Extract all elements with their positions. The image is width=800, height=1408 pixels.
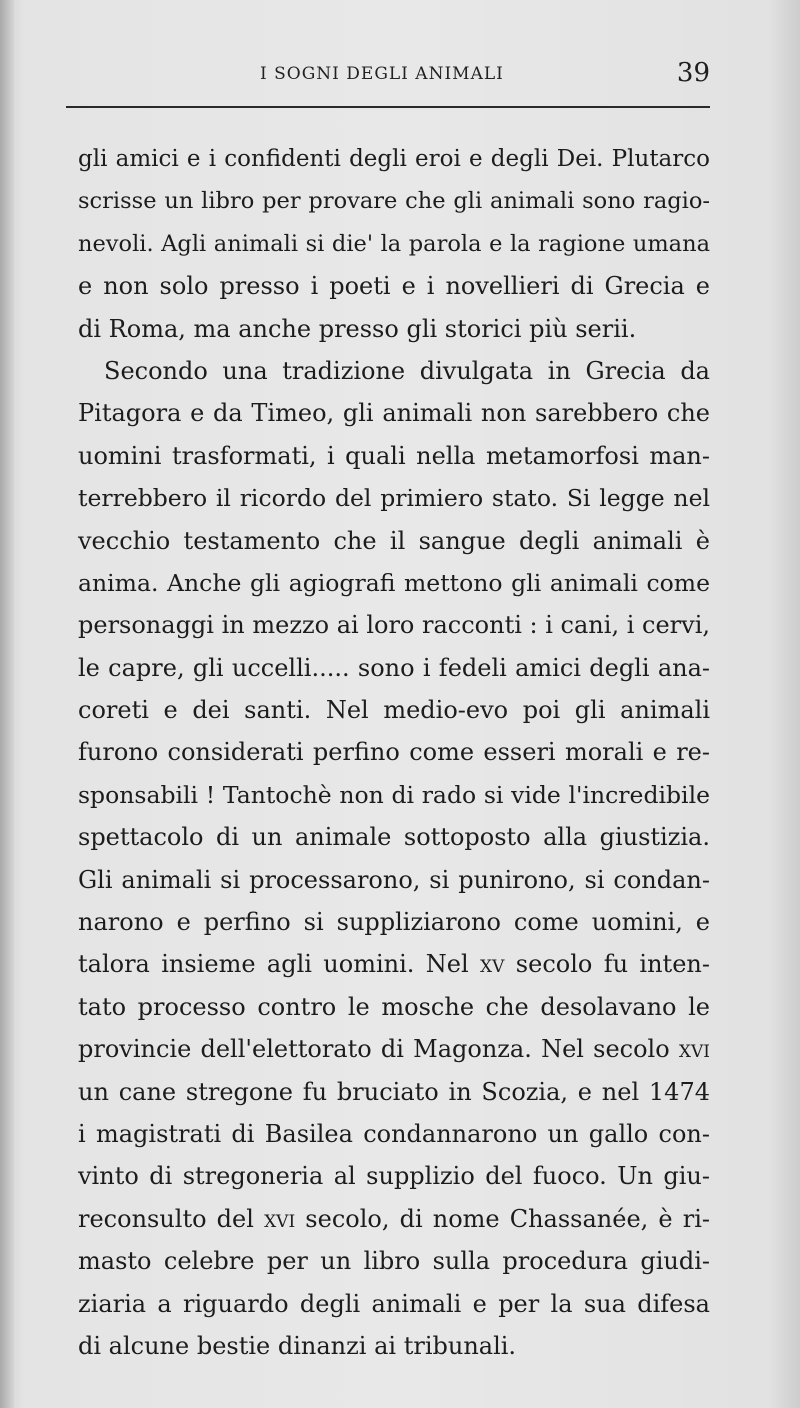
text-line: vecchio testamento che il sangue degli animali è [78,526,710,555]
text-line: vinto di stregoneria al supplizio del fuoco. Un giu- [78,1162,710,1191]
text-line: uomini trasformati, i quali nella metamorfosi man- [78,441,710,470]
body-text [78,138,710,1367]
text-line: sponsabili ! Tantochè non di rado si vide l'incredibile [78,780,710,809]
text-line: di alcune bestie dinanzi ai tribunali. [78,1331,517,1360]
header-rule [66,106,710,108]
text-line: coreti e dei santi. Nel medio-evo poi gli animali [78,696,710,725]
page-number: 39 [676,58,710,88]
text-line: di Roma, ma anche presso gli storici più serii. [78,314,637,343]
roman-numeral: xvi [678,1035,710,1064]
text-segment: secolo fu inten- [515,950,710,979]
text-line: nevoli. Agli animali si die' la parola e la ragione umana [78,230,710,257]
text-line: Secondo una tradizione divulgata in Grecia da [104,356,710,385]
page-header [80,58,710,98]
roman-numeral: xvi [264,1204,296,1233]
text-segment: reconsulto del [78,1204,254,1233]
text-line: e non solo presso i poeti e i novellieri di Grecia e [78,272,710,301]
page-edge-shadow [0,0,14,1408]
text-line: scrisse un libro per provare che gli animali sono ragio- [78,188,710,215]
text-line: gli amici e i confidenti degli eroi e degli Dei. Plutarco [78,146,710,172]
text-line: Gli animali si processarono, si punirono, si condan- [78,865,710,894]
text-line: terrebbero il ricordo del primiero stato. Si legge nel [78,484,710,513]
text-line: tato processo contro le mosche che desolavano le [78,992,710,1021]
roman-numeral: xv [480,950,505,979]
text-line [78,943,710,985]
text-segment: secolo, di nome Chassanée, è ri- [305,1204,710,1233]
text-line: i magistrati di Basilea condannarono un gallo con- [78,1119,710,1148]
text-line [78,1028,710,1070]
text-line: anima. Anche gli agiografi mettono gli animali come [78,568,710,597]
text-line: ziaria a riguardo degli animali e per la sua difesa [78,1289,710,1318]
text-line: furono considerati perfino come esseri morali e re- [78,738,710,767]
text-line: masto celebre per un libro sulla procedura giudi- [78,1247,710,1276]
text-line [78,1198,710,1240]
text-line: un cane stregone fu bruciato in Scozia, e nel 1474 [78,1077,710,1106]
text-line: personaggi in mezzo ai loro racconti : i cani, i cervi, [78,611,710,640]
text-segment: provincie dell'elettorato di Magonza. Nel secolo [78,1035,670,1064]
text-line: narono e perfino si suppliziarono come uomini, e [78,908,710,937]
running-title: I SOGNI DEGLI ANIMALI [260,64,504,84]
text-line: Pitagora e da Timeo, gli animali non sarebbero che [78,399,710,428]
text-segment: talora insieme agli uomini. Nel [78,950,469,979]
text-line: spettacolo di un animale sottoposto alla giustizia. [78,823,710,852]
text-line: le capre, gli uccelli..... sono i fedeli amici degli ana- [78,653,710,682]
